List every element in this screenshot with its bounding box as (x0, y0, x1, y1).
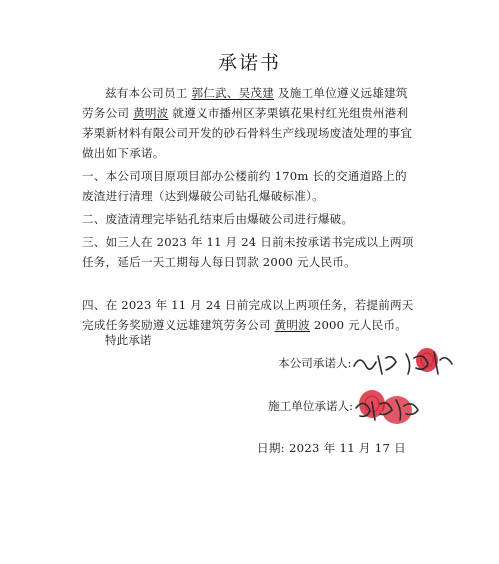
intro-prefix: 兹有本公司员工 (105, 86, 188, 100)
item4-suffix: 2000 元人民币。 (313, 318, 408, 332)
item4-prefix: 四、在 2023 年 11 月 24 日前完成以上两项任务，若提前两天完成任务奖励遵义远雄建筑劳务公司 (82, 298, 414, 332)
commitment-item-2: 二、废渣清理完毕钻孔结束后由爆破公司进行爆破。 (82, 212, 354, 226)
closing-statement: 特此承诺 (105, 333, 152, 347)
item4-name: 黄明波 (274, 318, 310, 332)
contractor-contact-name: 黄明波 (133, 106, 169, 120)
contractor-signatory-label: 施工单位承诺人: (268, 399, 354, 413)
commitment-item-3: 三、如三人在 2023 年 11 月 24 日前未按承诺书完成以上两项任务，延后一天工期每人每日罚款 2000 元人民币。 (82, 235, 414, 269)
signature-2 (350, 392, 430, 426)
intro-mid: 及施工单位遵义远雄建筑劳务公司 (82, 86, 408, 120)
paragraph-intro (82, 83, 417, 163)
document-title: 承诺书 (217, 52, 281, 74)
commitment-item-4 (82, 295, 417, 335)
intro-suffix: 就遵义市播州区茅栗镇花果村红光组贵州港利茅栗新材料有限公司开发的砂石骨料生产线现场废渣处理的事宜做出如下承诺。 (82, 106, 413, 160)
company-signatory-label: 本公司承诺人: (278, 356, 352, 370)
employee-names: 郭仁武、吴茂建 (191, 86, 275, 100)
signature-1 (348, 344, 458, 380)
commitment-item-1: 一、本公司项目原项目部办公楼前约 170m 长的交通道路上的废渣进行清理（达到爆破公司钻孔爆破标准）。 (82, 169, 407, 203)
document-date: 日期: 2023 年 11 月 17 日 (257, 441, 406, 455)
